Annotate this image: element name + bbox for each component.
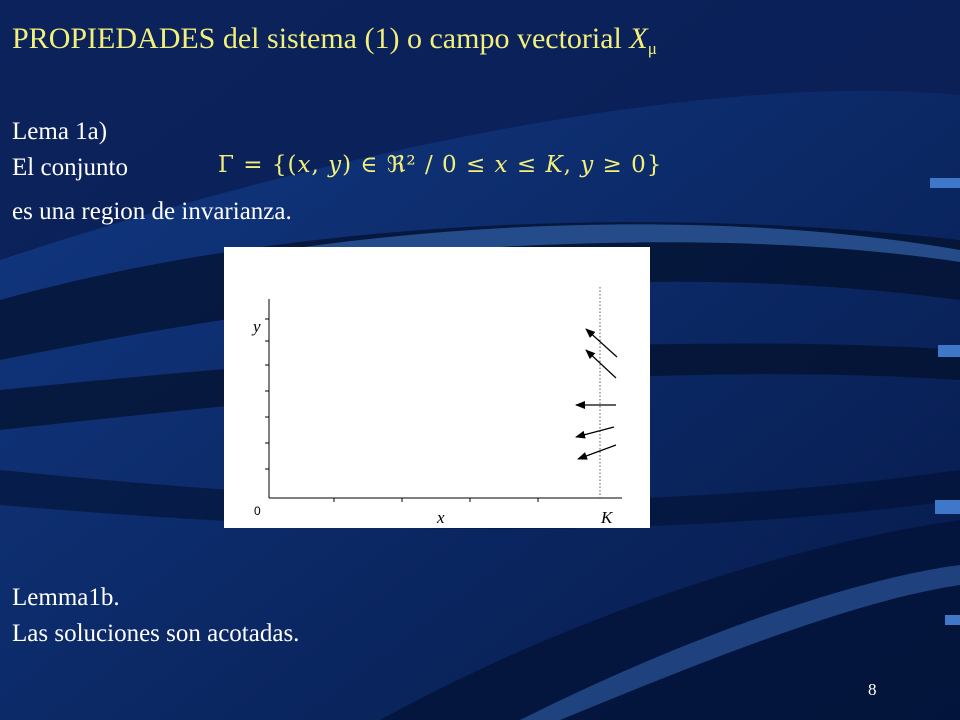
origin-label: 0	[254, 504, 261, 518]
formula-part: K	[545, 152, 564, 178]
invariance-set-formula	[218, 152, 662, 178]
formula-part: ≥ 0}	[594, 152, 663, 178]
title-subscript: μ	[647, 39, 657, 58]
formula-part: y	[580, 152, 595, 178]
formula-part: ) ∈ ℜ² / 0 ≤	[342, 152, 495, 178]
invariance-text: es una region de invarianza.	[12, 198, 292, 225]
title-main-text: PROPIEDADES del sistema (1) o campo vectorial	[12, 22, 630, 55]
slide-title	[12, 22, 657, 59]
vector-field-diagram	[224, 247, 650, 528]
formula-part: ,	[311, 152, 329, 178]
formula-part: ≤	[508, 152, 546, 178]
x-axis-label: x	[437, 508, 445, 527]
bounded-solutions-text: Las soluciones son acotadas.	[12, 620, 300, 647]
title-variable: X	[629, 22, 648, 55]
lemma-1b-label: Lemma1b.	[12, 584, 120, 611]
formula-part: x	[297, 152, 312, 178]
page-number: 8	[868, 680, 877, 699]
y-axis-ticks	[265, 319, 269, 469]
k-label: K	[601, 508, 613, 527]
x-axis-ticks	[334, 498, 538, 502]
formula-part: Γ = {(	[218, 152, 298, 178]
vector-arrows	[576, 329, 617, 459]
y-axis-label: y	[253, 317, 261, 336]
conjunto-label: El conjunto	[12, 154, 128, 181]
formula-part: ,	[563, 152, 581, 178]
formula-part: x	[494, 152, 509, 178]
lema-label: Lema 1a)	[12, 118, 108, 145]
formula-part: y	[328, 152, 343, 178]
